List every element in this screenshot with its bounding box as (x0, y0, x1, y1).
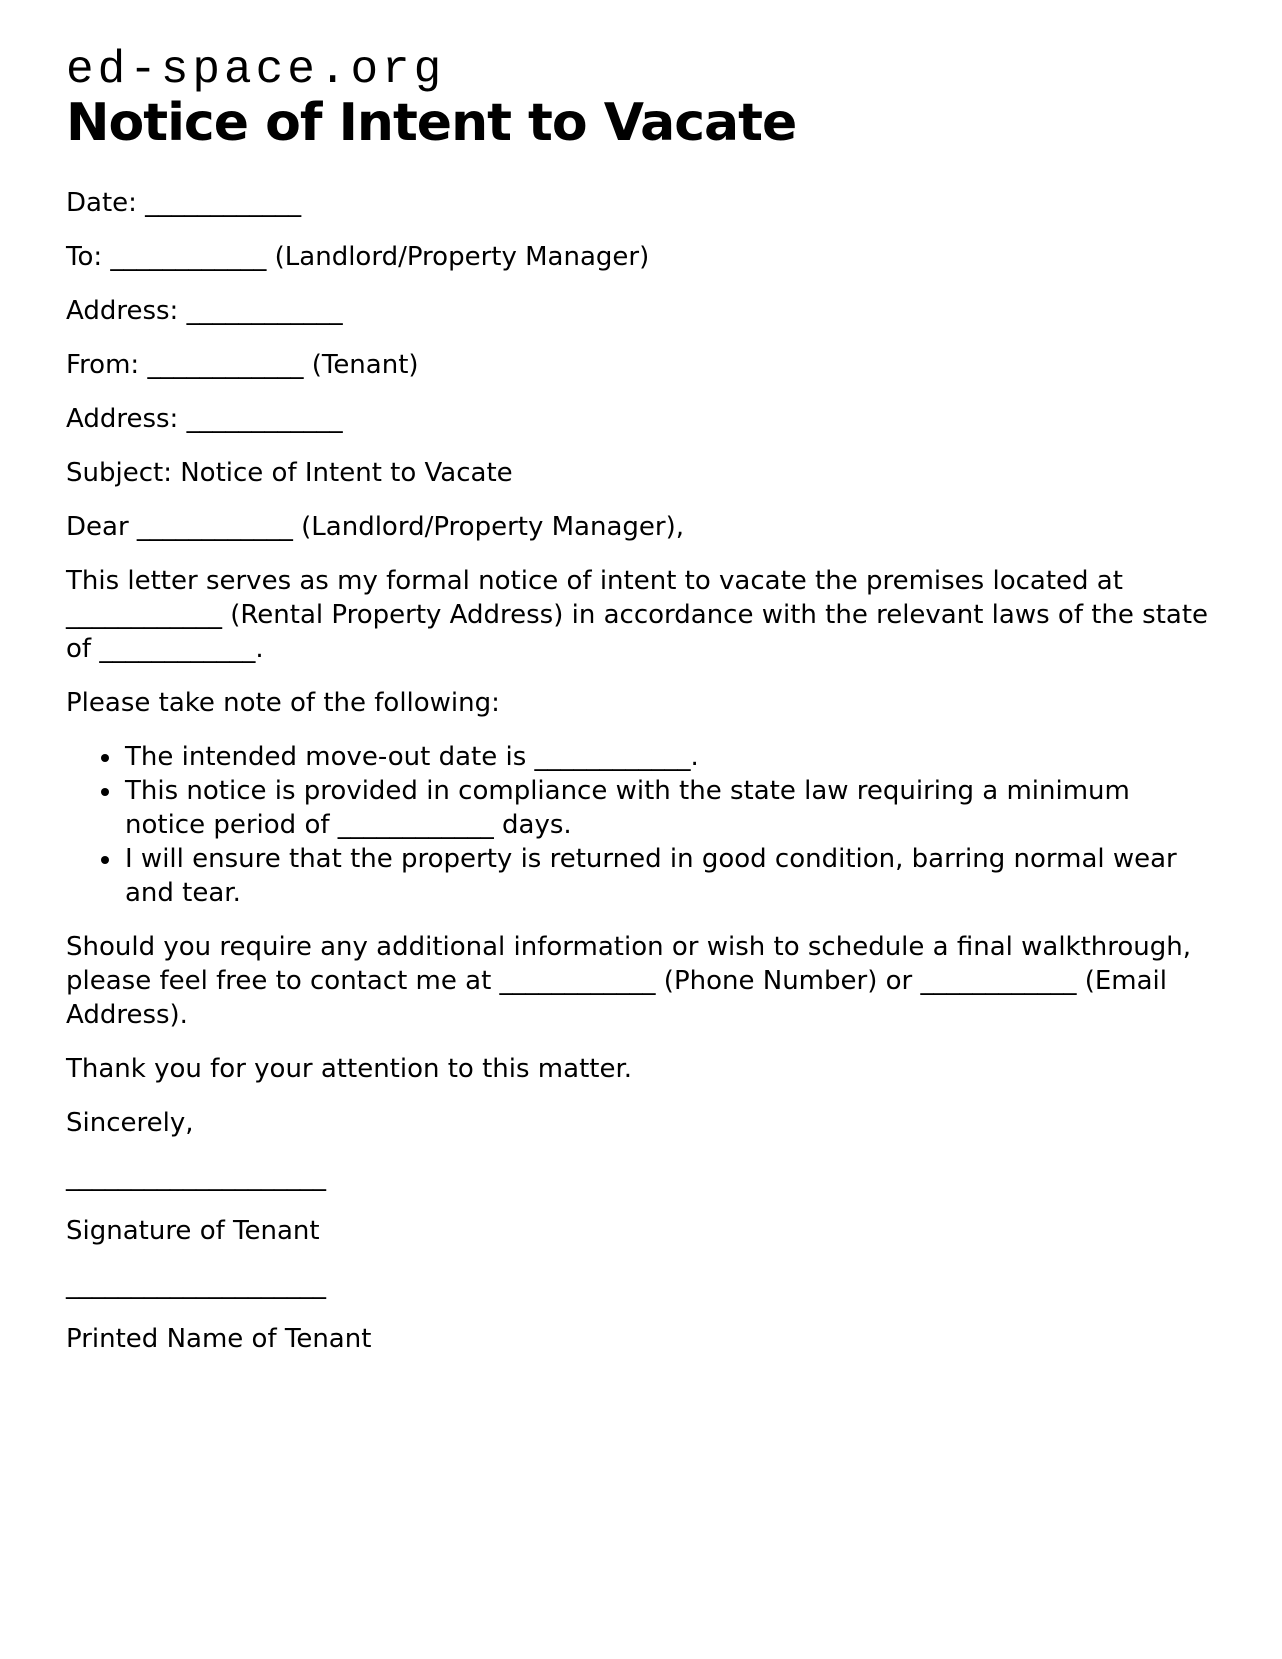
intro-paragraph: This letter serves as my formal notice of intent to vacate the premises located at ____________ (Rental Property Address) in accordance with the relevant laws of the state of ____________. (66, 566, 1209, 664)
site-logo: ed-space.org (66, 44, 446, 96)
signature-label: Signature of Tenant (66, 1216, 320, 1246)
sender-address-line: Address: ____________ (66, 404, 343, 434)
date-line: Date: ____________ (66, 188, 302, 218)
subject-line: Subject: Notice of Intent to Vacate (66, 458, 513, 488)
sender-line: From: ____________ (Tenant) (66, 350, 419, 380)
contact-paragraph: Should you require any additional information or wish to schedule a final walkthrough, please feel free to contact me at ____________ (Phone Number) or ____________ (Email Address). (66, 932, 1192, 1030)
note-heading: Please take note of the following: (66, 688, 500, 718)
bullet-notice-period: • This notice is provided in compliance with the state law requiring a minimum notice period of ____________ days. (123, 774, 1216, 842)
salutation: Dear ____________ (Landlord/Property Manager), (66, 512, 684, 542)
note-list (66, 740, 1216, 910)
recipient-line: To: ____________ (Landlord/Property Manager) (66, 242, 650, 272)
bullet-property-condition: • I will ensure that the property is returned in good condition, barring normal wear and tear. (123, 842, 1216, 910)
printed-name-line: ____________________ (66, 1270, 326, 1300)
thanks-paragraph: Thank you for your attention to this matter. (66, 1054, 633, 1084)
printed-name-label: Printed Name of Tenant (66, 1324, 372, 1354)
signature-line: ____________________ (66, 1162, 326, 1192)
document-title: Notice of Intent to Vacate (66, 93, 797, 153)
valediction: Sincerely, (66, 1108, 194, 1138)
recipient-address-line: Address: ____________ (66, 296, 343, 326)
bullet-move-out-date: • The intended move-out date is ____________. (123, 740, 1216, 774)
